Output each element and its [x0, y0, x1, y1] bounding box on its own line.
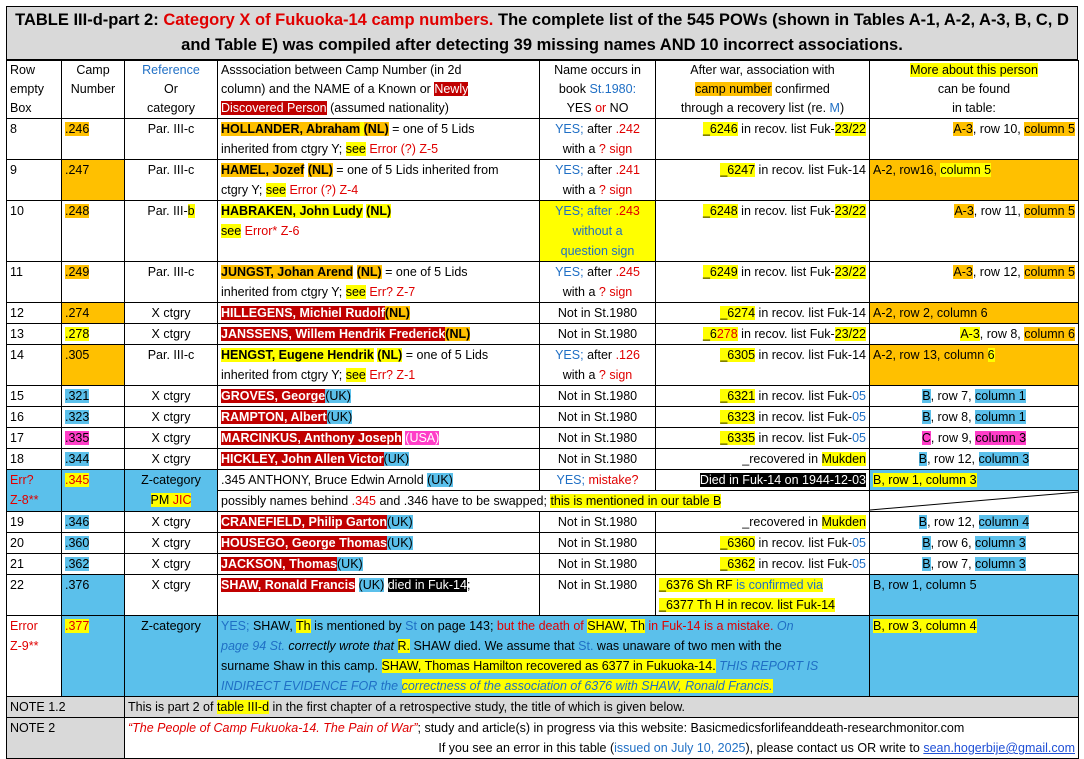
table-row: 22 .376 X ctgry SHAW, Ronald Francis (UK) died in Fuk-14; Not in St.1980 _6376 Sh RF is confirmed via _6377 Th H in recov. list Fuk-14 B, row 1, column 5 — [7, 575, 1079, 616]
title-category: Category X of Fukuoka-14 camp numbers. — [163, 11, 494, 29]
table-row: 20 .360 X ctgry HOUSEGO, George Thomas(UK) Not in St.1980 _6360 in recov. list Fuk-05 B, row 6, column 3 — [7, 533, 1079, 554]
header-row-empty: Row empty Box — [7, 61, 62, 119]
table-row: 21 .362 X ctgry JACKSON, Thomas(UK) Not in St.1980 _6362 in recov. list Fuk-05 B, row 7, column 3 — [7, 554, 1079, 575]
table-row: Err? Z-8** .345 Z-category PM JIC .345 ANTHONY, Bruce Edwin Arnold (UK) YES; mistake? Died in Fuk-14 on 1944-12-03 B, row 1, column 3 — [7, 470, 1079, 491]
header-book: Name occurs in book St.1980: YES or NO — [540, 61, 656, 119]
header-camp: Camp Number — [62, 61, 125, 119]
header-row — [7, 61, 1079, 119]
header-more: More about this person can be found in table: — [870, 61, 1079, 119]
email-link[interactable]: sean.hogerbije@gmail.com — [923, 741, 1075, 755]
note-row: NOTE 2 “The People of Camp Fukuoka-14. The Pain of War”; study and article(s) in progress via this website: Basicmedicsforlifeanddeath-researchmonitor.com If you see an error in this table (issued on July 10, 2025), please contact us OR write to sean.hogerbije@gmail.com — [7, 718, 1079, 759]
table-row: 9 .247 Par. III-c HAMEL, Jozef (NL) = one of 5 Lids inherited from ctgry Y; see Error (?) Z-4 YES; after .241 with a ? sign _6247 in recov. list Fuk-14 A-2, row16, column 5 — [7, 160, 1079, 201]
table-row: 19 .346 X ctgry CRANEFIELD, Philip Garton(UK) Not in St.1980 _recovered in Mukden B, row 12, column 4 — [7, 512, 1079, 533]
table-row: 18 .344 X ctgry HICKLEY, John Allen Victor(UK) Not in St.1980 _recovered in Mukden B, row 12, column 3 — [7, 449, 1079, 470]
table-row: 16 .323 X ctgry RAMPTON, Albert(UK) Not in St.1980 _6323 in recov. list Fuk-05 B, row 8, column 1 — [7, 407, 1079, 428]
header-after-war: After war, association with camp number confirmed through a recovery list (re. M) — [656, 61, 870, 119]
page — [6, 6, 1078, 759]
pow-table — [6, 60, 1079, 759]
diagonal-cell — [870, 491, 1079, 512]
table-row: 12 .274 X ctgry HILLEGENS, Michiel Rudolf(NL) Not in St.1980 _6274 in recov. list Fuk-14 A-2, row 2, column 6 — [7, 303, 1079, 324]
title-rest: The complete list of the 545 POWs (shown in Tables A-1, A-2, A-3, B, C, D and Table E) was compiled after detecting 39 missing names AND 10 incorrect associations. — [181, 11, 1069, 54]
title-prefix: TABLE III-d-part 2: — [15, 11, 159, 29]
header-association: Asssociation between Camp Number (in 2d column) and the NAME of a Known or Newly Discovered Person (assumed nationality) — [218, 61, 540, 119]
table-row: 13 .278 X ctgry JANSSENS, Willem Hendrik Frederick(NL) Not in St.1980 _6278 in recov. list Fuk-23/22 A-3, row 8, column 6 — [7, 324, 1079, 345]
table-row: possibly names behind .345 and .346 have to be swapped; this is mentioned in our table B — [7, 491, 1079, 512]
table-row: 14 .305 Par. III-c HENGST, Eugene Hendrik (NL) = one of 5 Lids inherited from ctgry Y; see Err? Z-1 YES; after .126 with a ? sign _6305 in recov. list Fuk-14 A-2, row 13, column 6 — [7, 345, 1079, 386]
table-row: Error Z-9** .377 Z-category YES; SHAW, Th is mentioned by St on page 143; but the death of SHAW, Th in Fuk-14 is a mistake. On page 94 St. correctly wrote that R. SHAW died. We assume that St. was unaware of two men with the surname Shaw in this camp. SHAW, Thomas Hamilton recovered as 6377 in Fukuoka-14. THIS REPORT IS INDIRECT EVIDENCE FOR the correctness of the association of 6376 with SHAW, Ronald Francis. B, row 3, column 4 — [7, 616, 1079, 697]
table-title — [6, 6, 1078, 60]
table-row: 8 .246 Par. III-c HOLLANDER, Abraham (NL) = one of 5 Lids inherited from ctgry Y; see Error (?) Z-5 YES; after .242 with a ? sign _6246 in recov. list Fuk-23/22 A-3, row 10, column 5 — [7, 119, 1079, 160]
table-row: 15 .321 X ctgry GROVES, George(UK) Not in St.1980 _6321 in recov. list Fuk-05 B, row 7, column 1 — [7, 386, 1079, 407]
note-row: NOTE 1.2 This is part 2 of table III-d in the first chapter of a retrospective study, the title of which is given below. — [7, 697, 1079, 718]
table-row: 17 .335 X ctgry MARCINKUS, Anthony Joseph (USA) Not in St.1980 _6335 in recov. list Fuk-05 C, row 9, column 3 — [7, 428, 1079, 449]
table-row: 11 .249 Par. III-c JUNGST, Johan Arend (NL) = one of 5 Lids inherited from ctgry Y; see Err? Z-7 YES; after .245 with a ? sign _6249 in recov. list Fuk-23/22 A-3, row 12, column 5 — [7, 262, 1079, 303]
header-reference: Reference Or category — [125, 61, 218, 119]
table-row: 10 .248 Par. III-b HABRAKEN, John Ludy (NL) see Error* Z-6 YES; after .243 without a question sign _6248 in recov. list Fuk-23/22 A-3, row 11, column 5 — [7, 201, 1079, 262]
